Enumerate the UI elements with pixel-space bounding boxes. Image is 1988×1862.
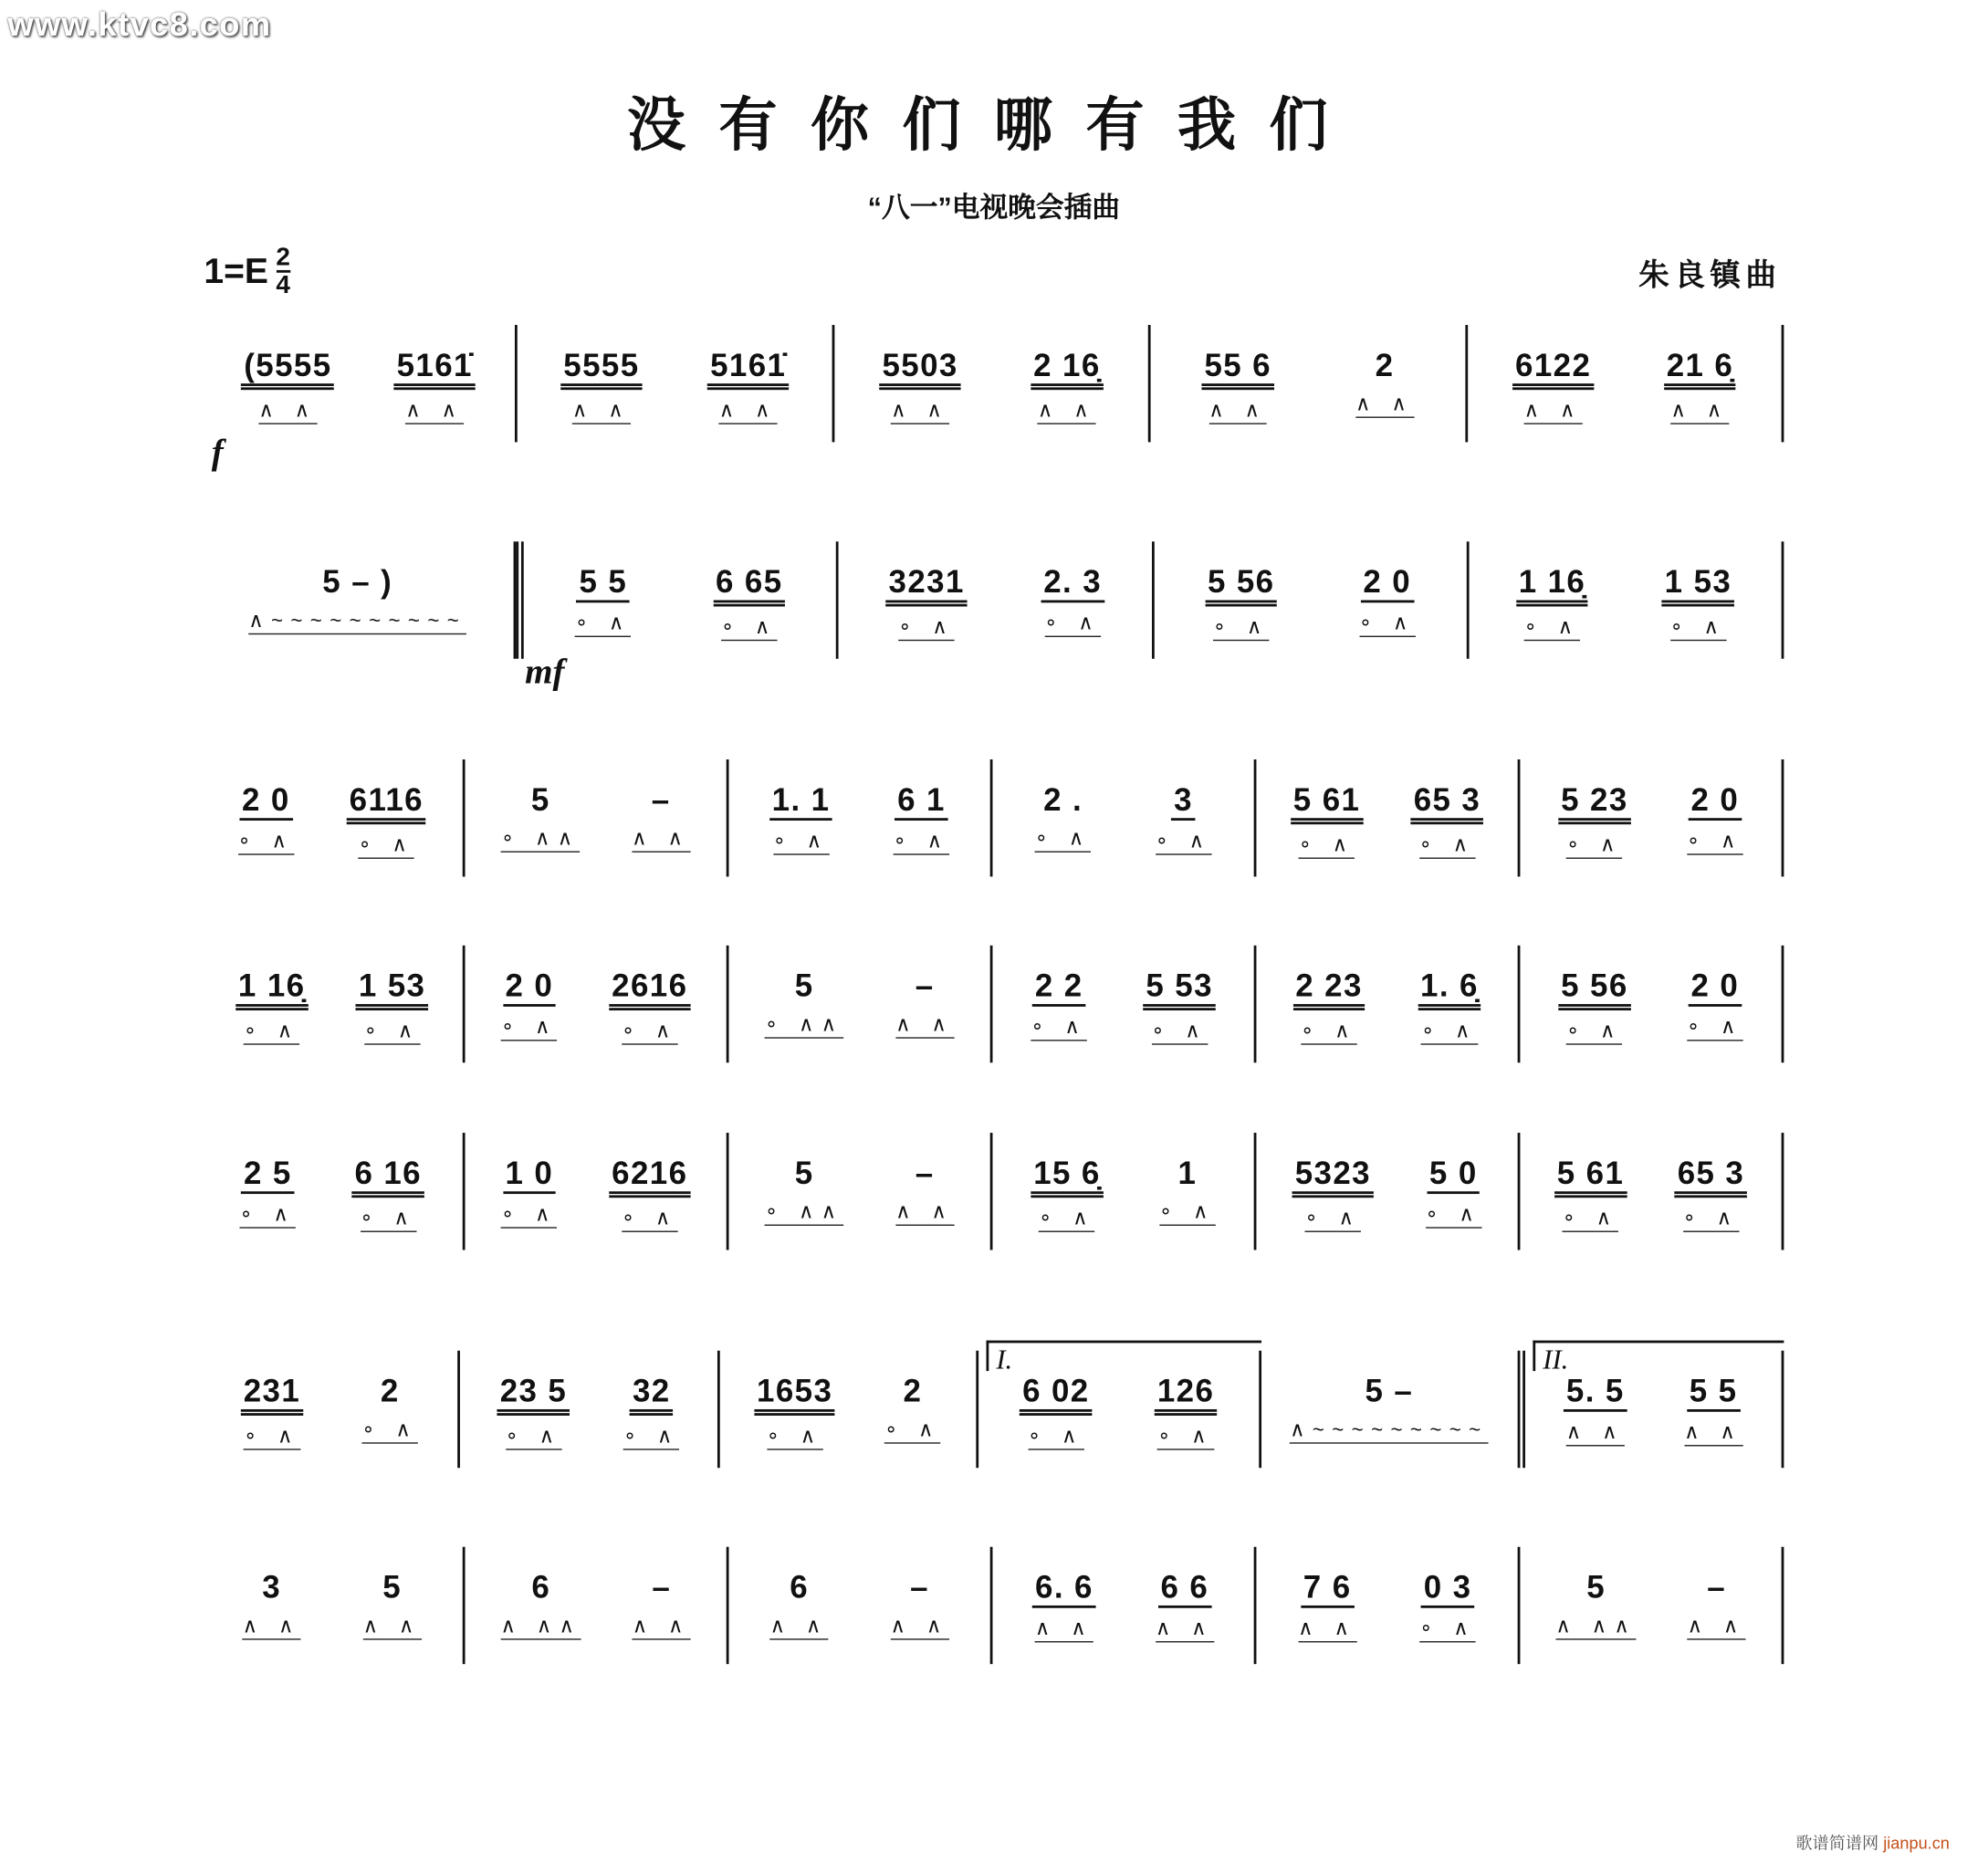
measure xyxy=(202,759,466,876)
note-group: 5161̇ xyxy=(707,348,789,390)
staff-row xyxy=(202,759,1784,876)
articulation-marks: ∘ ∧ xyxy=(1566,834,1623,859)
beat xyxy=(501,946,558,1041)
articulation-marks: ∘ ∧ xyxy=(1159,1201,1216,1226)
measure xyxy=(1520,1547,1784,1664)
time-bottom: 4 xyxy=(276,271,290,300)
note-group: 6 6 xyxy=(1158,1570,1211,1608)
note-group: 6 02 xyxy=(1020,1374,1092,1416)
note-group: 6 16 xyxy=(352,1156,424,1198)
note-group: 1653 xyxy=(754,1374,835,1416)
beat xyxy=(880,325,961,424)
articulation-marks: ∘ ∧ xyxy=(1359,612,1416,637)
beat xyxy=(894,759,950,855)
note-group: 3231 xyxy=(886,564,968,606)
articulation-marks: ∧ ∧ xyxy=(1524,400,1583,424)
note-group: 5323 xyxy=(1292,1156,1374,1198)
beat xyxy=(1675,1133,1747,1232)
note-group: 65 3 xyxy=(1675,1156,1747,1198)
measure xyxy=(992,759,1256,876)
beat xyxy=(1512,325,1594,424)
note-group: 6 1 xyxy=(895,782,947,821)
articulation-marks: ∧ ∧ xyxy=(572,400,631,424)
beat xyxy=(770,1547,829,1640)
beat xyxy=(575,541,632,637)
articulation-marks: ∧ ∧ xyxy=(1038,400,1096,424)
note-group: 6 65 xyxy=(713,564,785,606)
articulation-marks: ∧ ∧ xyxy=(633,1616,691,1640)
note-group: 23 5 xyxy=(497,1374,570,1416)
measure xyxy=(517,541,839,658)
beat xyxy=(1041,541,1104,637)
articulation-marks: ∘ ∧ xyxy=(501,1017,558,1041)
articulation-marks: ∧ ∧ xyxy=(1688,1616,1746,1640)
articulation-marks: ∘ ∧ xyxy=(1687,1017,1743,1041)
beat xyxy=(891,1547,949,1640)
note-group: 2 0 xyxy=(239,782,292,821)
note-group: 21 6̣ xyxy=(1664,348,1736,390)
articulation-marks: ∘ ∧ xyxy=(1213,617,1270,642)
articulation-marks: ∧ ∧ xyxy=(363,1616,422,1640)
articulation-marks: ∧ ∧ xyxy=(1684,1422,1742,1447)
note-group: (5555 xyxy=(241,348,334,390)
beat xyxy=(1418,946,1481,1045)
articulation-marks: ∘ ∧ xyxy=(1039,1208,1095,1232)
note-group: 6. 6 xyxy=(1032,1570,1095,1608)
articulation-marks: ∧ ∧ xyxy=(1298,1618,1356,1643)
beat xyxy=(1662,541,1734,641)
measure xyxy=(719,1351,978,1468)
measure xyxy=(1468,325,1784,442)
note-group: 1. 1 xyxy=(769,782,832,821)
measure xyxy=(992,946,1256,1062)
note-group: 2 0 xyxy=(1689,968,1742,1007)
beat xyxy=(609,1133,690,1232)
note-group: 5 53 xyxy=(1144,968,1216,1010)
articulation-marks: ∘ ∧∧ xyxy=(765,1014,843,1039)
beat xyxy=(1359,541,1416,637)
note-group: 5 – xyxy=(1365,1373,1414,1409)
beat xyxy=(1031,946,1087,1041)
footer-site: 歌谱简谱网 xyxy=(1795,1833,1879,1853)
beat xyxy=(1419,1547,1476,1643)
articulation-marks: ∧~~~~~~~~~~ xyxy=(248,611,466,635)
articulation-marks: ∘ ∧ xyxy=(1151,1020,1208,1045)
dynamic-forte: f xyxy=(211,433,224,473)
note-group: 6116 xyxy=(347,782,426,824)
note-group: 6 xyxy=(790,1569,810,1606)
beat xyxy=(241,325,334,424)
measure xyxy=(518,325,834,442)
beat xyxy=(1664,325,1736,424)
note-group: 6 xyxy=(531,1569,551,1606)
note-group: 5 61 xyxy=(1291,782,1363,824)
articulation-marks: ∘ ∧ xyxy=(894,831,950,855)
note-group: 2 23 xyxy=(1292,968,1365,1010)
note-group: 2 xyxy=(380,1373,400,1409)
articulation-marks: ∘ ∧ xyxy=(1305,1208,1362,1232)
beat xyxy=(235,946,308,1045)
beat xyxy=(561,325,643,424)
articulation-marks: ∧ ∧ xyxy=(895,1014,954,1039)
measure xyxy=(1520,759,1784,876)
note-group: 2 0 xyxy=(1361,564,1414,602)
beat xyxy=(1355,325,1414,418)
measure xyxy=(202,325,518,442)
note-group: 0 3 xyxy=(1421,1570,1474,1608)
note-group: – xyxy=(915,968,935,1005)
volta-first-ending: I. xyxy=(986,1341,1261,1372)
beat xyxy=(1558,759,1630,859)
articulation-marks: ∧ ∧∧ xyxy=(500,1616,581,1640)
note-group: 5 23 xyxy=(1558,782,1630,824)
note-group: 1. 6̣ xyxy=(1418,968,1481,1010)
articulation-marks: ∘ ∧∧ xyxy=(765,1201,843,1226)
beat xyxy=(1298,1547,1356,1643)
time-signature xyxy=(276,245,290,298)
song-title: 没有你们哪有我们 xyxy=(626,90,1361,160)
beat xyxy=(765,1133,843,1226)
articulation-marks: ∘ ∧ xyxy=(1683,1208,1740,1232)
note-group: 65 3 xyxy=(1411,782,1483,824)
note-group: 2 xyxy=(903,1373,923,1409)
articulation-marks: ∘ ∧ xyxy=(767,1426,823,1450)
beat xyxy=(1687,946,1743,1041)
measure xyxy=(202,1351,461,1468)
note-group: 5 xyxy=(382,1569,403,1606)
beat xyxy=(884,1351,941,1444)
note-group: 3 xyxy=(1171,782,1195,821)
beat xyxy=(707,325,789,424)
articulation-marks: ∘ ∧ xyxy=(1566,1020,1623,1045)
key-signature xyxy=(204,245,290,298)
note-group: 2616 xyxy=(609,968,690,1010)
note-group: 2 0 xyxy=(1689,782,1742,821)
measure xyxy=(729,946,993,1062)
note-group: 2 0 xyxy=(503,968,556,1007)
measure xyxy=(202,946,466,1062)
note-group: 15 6̣ xyxy=(1031,1156,1103,1198)
beat xyxy=(623,1351,680,1450)
beat xyxy=(1159,1133,1216,1226)
beat xyxy=(363,1547,422,1640)
articulation-marks: ∘ ∧ xyxy=(244,1426,300,1450)
measure xyxy=(466,759,729,876)
articulation-marks: ∘ ∧ xyxy=(773,831,830,855)
articulation-marks: ∧ ∧ xyxy=(632,828,690,853)
articulation-marks: ∘ ∧ xyxy=(1157,1426,1214,1450)
beat xyxy=(1425,1133,1481,1229)
articulation-marks: ∧ ∧ xyxy=(1670,400,1729,424)
note-group: 5 xyxy=(1586,1569,1606,1606)
note-group: – xyxy=(915,1156,935,1192)
note-group: 5555 xyxy=(561,348,643,390)
measure xyxy=(992,1547,1256,1664)
articulation-marks: ∘ ∧ xyxy=(1425,1204,1481,1229)
measure xyxy=(466,946,729,1062)
articulation-marks: ∧ ∧ xyxy=(895,1201,954,1226)
watermark-logo: www.ktvc8.com xyxy=(7,5,272,44)
beat xyxy=(713,541,785,641)
articulation-marks: ∘ ∧ xyxy=(1035,828,1092,853)
time-top: 2 xyxy=(276,243,290,272)
measure xyxy=(978,1343,1261,1468)
beat xyxy=(1156,759,1212,855)
beat xyxy=(1035,759,1092,853)
beat xyxy=(1411,759,1483,859)
beat xyxy=(765,946,843,1039)
articulation-marks: ∧ ∧ xyxy=(1566,1422,1625,1447)
measure xyxy=(202,541,517,658)
measure xyxy=(1469,541,1784,658)
note-group: 5 5 xyxy=(1687,1374,1740,1412)
beat xyxy=(238,759,295,855)
key-label: 1=E xyxy=(204,251,269,291)
note-group: 5 xyxy=(530,782,550,819)
articulation-marks: ∧~~~~~~~~~ xyxy=(1290,1419,1489,1444)
articulation-marks: ∘ ∧ xyxy=(1044,612,1101,637)
note-group: 1 53 xyxy=(356,968,428,1010)
articulation-marks: ∘ ∧ xyxy=(1563,1208,1619,1232)
footer-watermark xyxy=(1795,1830,1949,1855)
articulation-marks: ∧ ∧ xyxy=(1035,1618,1093,1643)
measure xyxy=(992,1133,1256,1250)
note-group: 6122 xyxy=(1512,348,1594,390)
beat xyxy=(500,1547,581,1640)
measure xyxy=(1520,1133,1784,1250)
articulation-marks: ∘ ∧ xyxy=(238,831,295,855)
beat xyxy=(1156,1547,1214,1643)
articulation-marks: ∘ ∧∧ xyxy=(501,828,580,853)
articulation-marks: ∘ ∧ xyxy=(1687,831,1743,855)
note-group: 5 – ) xyxy=(322,564,393,601)
beat xyxy=(501,1133,558,1229)
beat xyxy=(1292,946,1365,1045)
note-group: – xyxy=(651,782,671,819)
note-group: – xyxy=(910,1569,929,1606)
articulation-marks: ∘ ∧ xyxy=(1156,831,1212,855)
staff-row xyxy=(202,325,1784,442)
articulation-marks: ∘ ∧ xyxy=(361,1419,418,1444)
articulation-marks: ∘ ∧ xyxy=(1301,1020,1357,1045)
beat xyxy=(633,1547,691,1640)
note-group: 2 xyxy=(1375,348,1395,384)
note-group: 1 0 xyxy=(503,1156,556,1194)
note-group: 32 xyxy=(630,1374,673,1416)
articulation-marks: ∘ ∧ xyxy=(1524,617,1581,642)
beat xyxy=(754,1351,835,1450)
articulation-marks: ∘ ∧ xyxy=(721,617,778,642)
note-group: 2 . xyxy=(1043,782,1083,819)
beat xyxy=(352,1133,424,1232)
note-group: 6216 xyxy=(609,1156,690,1198)
note-group: 3 xyxy=(262,1569,282,1606)
volta-second-ending: II. xyxy=(1533,1341,1784,1372)
beat xyxy=(1290,1351,1489,1444)
note-group: 5 61 xyxy=(1554,1156,1627,1198)
articulation-marks: ∘ ∧ xyxy=(623,1426,680,1450)
measure xyxy=(1261,1351,1524,1468)
composer: 朱良镇曲 xyxy=(1638,256,1782,294)
beat xyxy=(1555,1547,1637,1640)
staff-row xyxy=(202,1343,1784,1468)
beat xyxy=(1292,1133,1374,1232)
articulation-marks: ∘ ∧ xyxy=(239,1204,296,1229)
articulation-marks: ∘ ∧ xyxy=(1670,617,1727,642)
note-group: 5503 xyxy=(880,348,961,390)
measure xyxy=(1151,325,1468,442)
measure xyxy=(1256,946,1520,1062)
note-group: 5 xyxy=(794,1156,814,1192)
note-group: 55 6 xyxy=(1202,348,1274,390)
beat xyxy=(895,946,954,1039)
beat xyxy=(501,759,580,853)
song-subtitle: “八一”电视晚会插曲 xyxy=(867,191,1121,224)
note-group: 2. 3 xyxy=(1041,564,1104,602)
beat xyxy=(1032,1547,1095,1643)
note-group: 2 5 xyxy=(241,1156,294,1194)
beat xyxy=(609,946,690,1045)
beat xyxy=(248,541,466,634)
articulation-marks: ∘ ∧ xyxy=(364,1020,421,1045)
note-group: 1 16̣ xyxy=(1516,564,1588,606)
articulation-marks: ∘ ∧ xyxy=(506,1426,562,1450)
measure xyxy=(202,1133,466,1250)
articulation-marks: ∧ ∧ xyxy=(405,400,464,424)
note-group: 1 53 xyxy=(1662,564,1734,606)
note-group: 5 5 xyxy=(577,564,630,602)
beat xyxy=(632,759,690,853)
measure xyxy=(1525,1343,1784,1468)
articulation-marks: ∘ ∧ xyxy=(501,1204,558,1229)
articulation-marks: ∧ ∧ xyxy=(258,400,317,424)
articulation-marks: ∘ ∧ xyxy=(622,1020,678,1045)
articulation-marks: ∘ ∧ xyxy=(884,1419,941,1444)
measure xyxy=(202,1547,466,1664)
articulation-marks: ∧ ∧∧ xyxy=(1555,1616,1637,1640)
measure xyxy=(1256,1133,1520,1250)
beat xyxy=(394,325,476,424)
articulation-marks: ∘ ∧ xyxy=(358,834,414,859)
articulation-marks: ∧ ∧ xyxy=(1355,393,1414,418)
articulation-marks: ∧ ∧ xyxy=(891,1616,949,1640)
measure xyxy=(1520,946,1784,1062)
note-group: 231 xyxy=(241,1374,303,1416)
staff-row xyxy=(202,1133,1784,1250)
beat xyxy=(1205,541,1277,641)
articulation-marks: ∘ ∧ xyxy=(244,1020,300,1045)
measure xyxy=(1154,541,1469,658)
note-group: 2 16̣ xyxy=(1031,348,1103,390)
beat xyxy=(239,1133,296,1229)
articulation-marks: ∧ ∧ xyxy=(1208,400,1267,424)
note-group: 5 0 xyxy=(1427,1156,1480,1194)
articulation-marks: ∘ ∧ xyxy=(898,617,955,642)
note-group: 5 xyxy=(794,968,814,1005)
articulation-marks: ∧ ∧ xyxy=(891,400,949,424)
note-group: 1 16̣ xyxy=(235,968,308,1010)
beat xyxy=(1554,1133,1627,1232)
articulation-marks: ∧ ∧ xyxy=(770,1616,829,1640)
articulation-marks: ∧ ∧ xyxy=(243,1616,301,1640)
measure xyxy=(1256,1547,1520,1664)
measure xyxy=(729,1547,993,1664)
measure xyxy=(729,1133,993,1250)
measure xyxy=(466,1133,729,1250)
measure xyxy=(729,759,993,876)
dynamic-mezzo-forte: mf xyxy=(525,652,565,693)
note-group: 126 xyxy=(1155,1374,1217,1416)
beat xyxy=(1202,325,1274,424)
beat xyxy=(886,541,968,641)
note-group: 5. 5 xyxy=(1564,1374,1627,1412)
articulation-marks: ∘ ∧ xyxy=(1031,1017,1087,1041)
articulation-marks: ∧ ∧ xyxy=(1156,1618,1214,1643)
beat xyxy=(1687,759,1743,855)
beat xyxy=(769,759,832,855)
beat xyxy=(356,946,428,1045)
note-group: – xyxy=(652,1569,672,1606)
measure xyxy=(1256,759,1520,876)
beat xyxy=(1031,1133,1103,1232)
note-group: 5161̇ xyxy=(394,348,476,390)
note-group: 1 xyxy=(1177,1156,1198,1192)
beat xyxy=(361,1351,418,1444)
beat xyxy=(895,1133,954,1226)
beat xyxy=(1688,1547,1746,1640)
articulation-marks: ∘ ∧ xyxy=(1299,834,1355,859)
beat xyxy=(1291,759,1363,859)
articulation-marks: ∘ ∧ xyxy=(360,1208,416,1232)
staff-row xyxy=(202,946,1784,1062)
articulation-marks: ∘ ∧ xyxy=(622,1208,678,1232)
measure xyxy=(466,1547,729,1664)
articulation-marks: ∘ ∧ xyxy=(575,612,632,637)
beat xyxy=(1031,325,1103,424)
footer-url: jianpu.cn xyxy=(1883,1833,1950,1853)
beat xyxy=(241,1351,303,1450)
articulation-marks: ∧ ∧ xyxy=(719,400,778,424)
beat xyxy=(243,1547,301,1640)
articulation-marks: ∘ ∧ xyxy=(1419,834,1476,859)
beat xyxy=(1144,946,1216,1045)
articulation-marks: ∘ ∧ xyxy=(1028,1426,1084,1450)
note-group: 5 56 xyxy=(1205,564,1277,606)
beat xyxy=(347,759,426,859)
staff-row xyxy=(202,1547,1784,1664)
articulation-marks: ∘ ∧ xyxy=(1421,1020,1478,1045)
beat xyxy=(1558,946,1630,1045)
note-group: 2 2 xyxy=(1032,968,1085,1007)
measure xyxy=(839,541,1154,658)
beat xyxy=(497,1351,570,1450)
articulation-marks: ∘ ∧ xyxy=(1419,1618,1476,1643)
measure xyxy=(834,325,1151,442)
measure xyxy=(460,1351,719,1468)
staff-row xyxy=(202,541,1784,658)
note-group: 5 56 xyxy=(1558,968,1630,1010)
note-group: – xyxy=(1707,1569,1727,1606)
beat xyxy=(1516,541,1588,641)
note-group: 7 6 xyxy=(1301,1570,1354,1608)
